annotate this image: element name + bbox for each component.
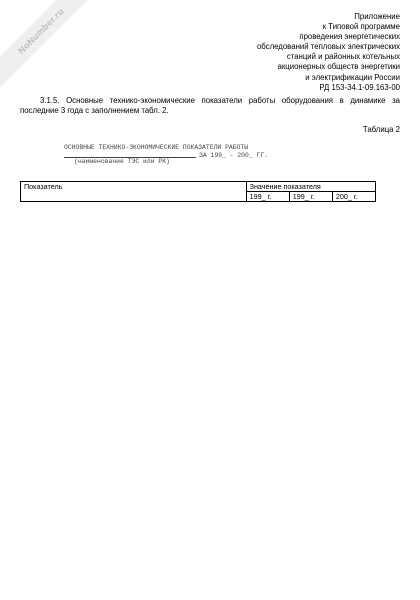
section-paragraph — [20, 96, 400, 115]
header-line: станций и районных котельных — [286, 52, 400, 62]
header-line: Приложение — [354, 12, 400, 21]
appendix-header — [200, 12, 400, 93]
watermark-text: NoNumber.ru — [16, 6, 66, 56]
header-value: Значение показателя — [246, 182, 375, 192]
header-line: обследований тепловых электрических — [256, 42, 400, 52]
table-caption: Таблица 2 — [362, 125, 400, 134]
header-line: и электрификации России — [305, 72, 400, 82]
year-cell: 199_ г. — [289, 192, 332, 202]
form-title — [64, 144, 314, 166]
header-line: РД 153-34.1-09.163-00 — [319, 82, 400, 92]
header-indicator: Показатель — [21, 182, 247, 202]
watermark — [0, 0, 110, 110]
form-title-line2: ЗА 199_ - 200_ ГГ. — [199, 152, 269, 159]
form-title-caption: (наименование ТЭС или РК) — [74, 158, 170, 165]
header-line: акционерных обществ энергетики — [277, 62, 400, 72]
indicators-table — [20, 181, 376, 202]
table-header-row — [21, 182, 376, 192]
watermark-band — [0, 0, 102, 92]
paragraph-text: 3.1.5. Основные технико-экономические показатели работы оборудования в динамике за последние 3 года с заполнением табл. 2. — [20, 96, 400, 115]
year-cell: 199_ г. — [246, 192, 289, 202]
year-cell: 200_ г. — [332, 192, 375, 202]
header-line: проведения энергетических — [299, 32, 400, 42]
form-title-line1: ОСНОВНЫЕ ТЕХНИКО-ЭКОНОМИЧЕСКИЕ ПОКАЗАТЕЛИ РАБОТЫ — [64, 144, 249, 151]
header-line: к Типовой программе — [322, 22, 400, 32]
